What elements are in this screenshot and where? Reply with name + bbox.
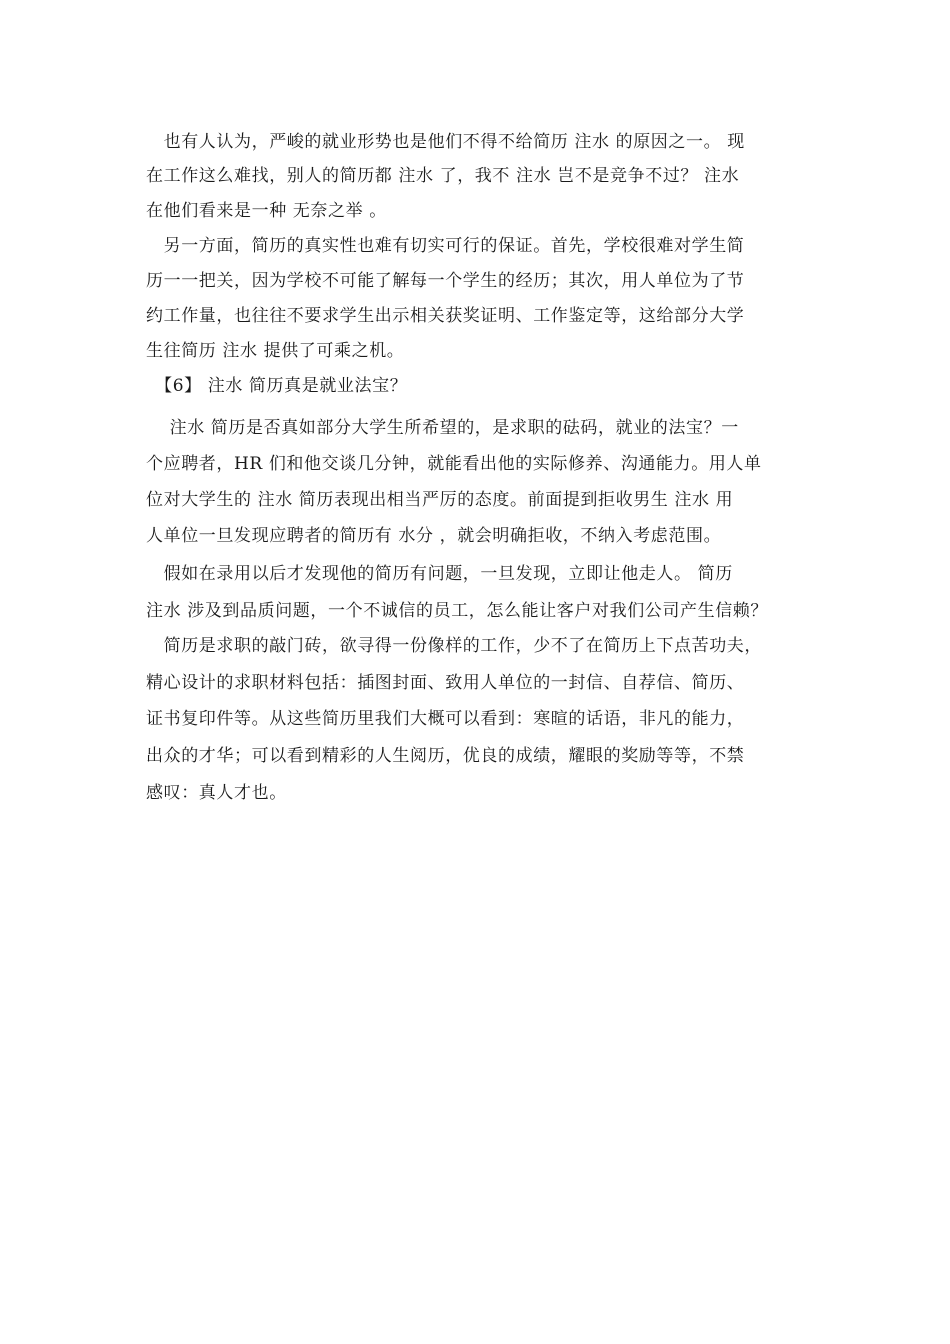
text-line: 感叹：真人才也。 <box>146 783 287 803</box>
text-line: 注水 简历是否真如部分大学生所希望的，是求职的砝码，就业的法宝？一 <box>146 418 739 438</box>
text-line: 出众的才华；可以看到精彩的人生阅历，优良的成绩，耀眼的奖励等等，不禁 <box>146 746 745 766</box>
text-line: 另一方面，简历的真实性也难有切实可行的保证。首先，学校很难对学生简 <box>146 236 745 256</box>
text-line: 证书复印件等。从这些简历里我们大概可以看到：寒暄的话语，非凡的能力， <box>146 709 745 729</box>
text-line: 简历是求职的敲门砖，欲寻得一份像样的工作，少不了在简历上下点苦功夫， <box>146 636 762 656</box>
text-line: 个应聘者，HR 们和他交谈几分钟，就能看出他的实际修养、沟通能力。用人单 <box>146 454 762 474</box>
text-line: 位对大学生的 注水 简历表现出相当严厉的态度。前面提到拒收男生 注水 用 <box>146 490 734 510</box>
text-line: 历一一把关，因为学校不可能了解每一个学生的经历；其次，用人单位为了节 <box>146 271 745 291</box>
text-line: 假如在录用以后才发现他的简历有问题，一旦发现，立即让他走人。 简历 <box>146 564 733 584</box>
text-line: 也有人认为，严峻的就业形势也是他们不得不给简历 注水 的原因之一。 现 <box>146 132 745 152</box>
text-line: 在工作这么难找，别人的简历都 注水 了，我不 注水 岂不是竞争不过？ 注水 <box>146 166 740 186</box>
text-line: 生往简历 注水 提供了可乘之机。 <box>146 341 405 361</box>
section-heading: 【6】 注水 简历真是就业法宝？ <box>146 376 408 396</box>
text-line: 精心设计的求职材料包括：插图封面、致用人单位的一封信、自荐信、简历、 <box>146 673 745 693</box>
text-line: 在他们看来是一种 无奈之举 。 <box>146 201 387 221</box>
text-line: 注水 涉及到品质问题，一个不诚信的员工，怎么能让客户对我们公司产生信赖？ <box>146 601 769 621</box>
text-line: 约工作量，也往往不要求学生出示相关获奖证明、工作鉴定等，这给部分大学 <box>146 306 745 326</box>
text-line: 人单位一旦发现应聘者的简历有 水分 ，就会明确拒收，不纳入考虑范围。 <box>146 526 722 546</box>
